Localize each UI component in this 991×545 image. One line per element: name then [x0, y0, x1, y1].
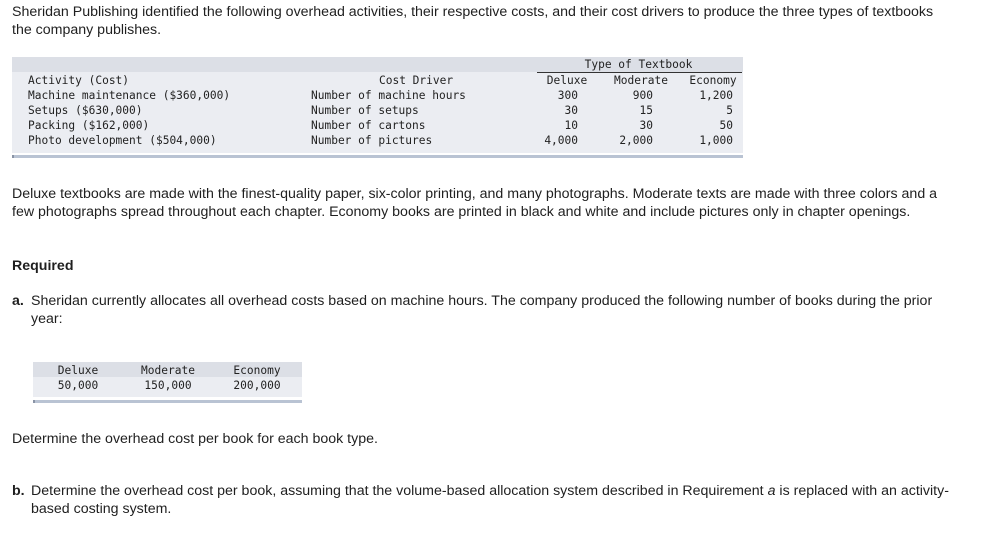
part-b-text-before: Determine the overhead cost per book, assuming that the volume-based allocation system described in Requirement	[31, 483, 768, 499]
driver-cell: Number of pictures	[311, 134, 433, 147]
economy-value-cell: 1,000	[699, 134, 733, 147]
part-b-text	[31, 482, 952, 518]
deluxe-value-cell: 300	[557, 89, 578, 102]
col-header-cost-driver: Cost Driver	[379, 74, 454, 87]
col-header-economy: Economy	[689, 74, 737, 87]
deluxe-value-cell: 10	[564, 119, 578, 132]
activity-cell: Machine maintenance ($360,000)	[28, 89, 231, 102]
group-header-type-of-textbook: Type of Textbook	[584, 58, 693, 71]
deluxe-value-cell: 4,000	[544, 134, 578, 147]
books-value-moderate: 150,000	[144, 379, 192, 392]
deluxe-value-cell: 30	[564, 104, 578, 117]
moderate-value-cell: 900	[632, 89, 653, 102]
activity-cell: Photo development ($504,000)	[28, 134, 217, 147]
intro-paragraph: Sheridan Publishing identified the following overhead activities, their respective costs, and their cost drivers to produce the three types of textbooks the company publishes.	[12, 4, 934, 38]
books-table-bottom-bar	[33, 400, 302, 403]
driver-cell: Number of machine hours	[311, 89, 466, 102]
part-b-text-italic: a	[767, 483, 776, 499]
part-a-question: Determine the overhead cost per book for each book type.	[12, 431, 378, 447]
moderate-value-cell: 15	[639, 104, 653, 117]
description-paragraph: Deluxe textbooks are made with the finest-quality paper, six-color printing, and many photographs. Moderate texts are made with three colors and a few photographs spread throughout each chapter. Economy books are printed in black and white and include pictures only in chapter openings.	[12, 186, 938, 220]
col-header-moderate: Moderate	[614, 74, 668, 87]
moderate-value-cell: 30	[639, 119, 653, 132]
part-b-label: b.	[12, 483, 25, 499]
books-header-moderate: Moderate	[141, 364, 195, 377]
part-a-label: a.	[12, 293, 24, 309]
economy-value-cell: 50	[719, 119, 733, 132]
books-value-economy: 200,000	[233, 379, 281, 392]
books-header-deluxe: Deluxe	[57, 364, 99, 377]
activity-cell: Setups ($630,000)	[28, 104, 143, 117]
part-a-text: Sheridan currently allocates all overhead costs based on machine hours. The company produced the following number of books during the prior year:	[31, 293, 933, 327]
activity-table-bottom-bar	[12, 155, 743, 158]
part-b-text-after: is replaced with an activity-based costing system.	[31, 483, 949, 517]
driver-cell: Number of cartons	[311, 119, 426, 132]
part-b	[12, 482, 952, 518]
economy-value-cell: 5	[726, 104, 733, 117]
part-a	[12, 292, 952, 328]
col-header-activity: Activity (Cost)	[28, 74, 130, 87]
books-header-economy: Economy	[233, 364, 281, 377]
driver-cell: Number of setups	[311, 104, 419, 117]
required-heading: Required	[12, 258, 74, 274]
col-header-deluxe: Deluxe	[546, 74, 588, 87]
activity-cell: Packing ($162,000)	[28, 119, 150, 132]
economy-value-cell: 1,200	[699, 89, 733, 102]
books-value-deluxe: 50,000	[57, 379, 99, 392]
moderate-value-cell: 2,000	[619, 134, 653, 147]
